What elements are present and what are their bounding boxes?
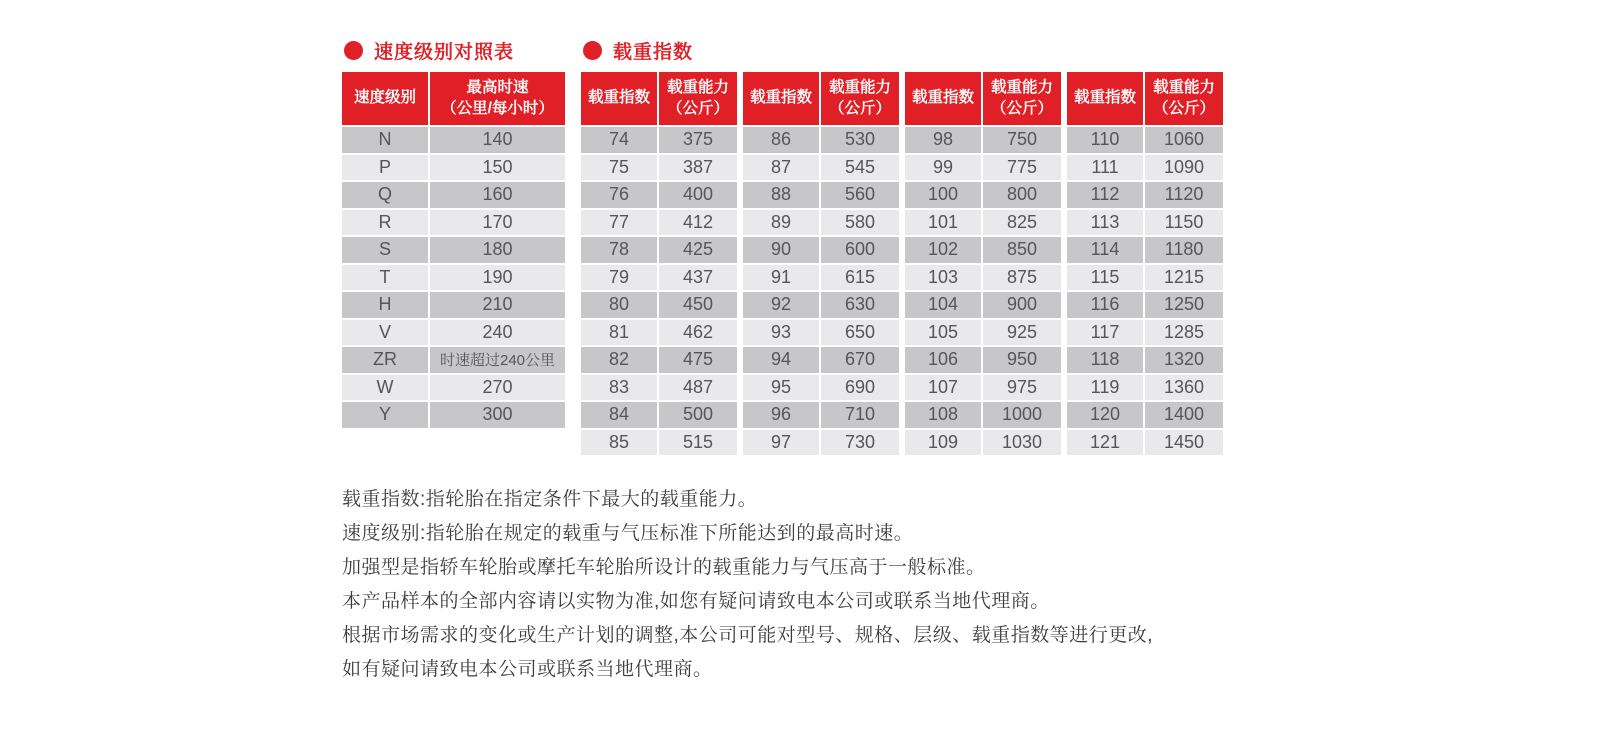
max-speed-cell: 270 [430, 375, 565, 401]
load-index-cell: 100 [905, 182, 981, 208]
load-capacity-cell: 487 [659, 375, 737, 401]
max-speed-header-line1: 最高时速 [466, 79, 529, 97]
load-capacity-cell: 500 [659, 402, 737, 428]
load-capacity-header-line: （公斤） [666, 99, 729, 117]
load-index-cell: 121 [1067, 430, 1143, 456]
load-index-cell: 91 [743, 265, 819, 291]
load-capacity-cell: 1060 [1145, 127, 1223, 153]
load-index-cell: 88 [743, 182, 819, 208]
speed-rating-cell: S [342, 237, 428, 263]
load-index-cell: 96 [743, 402, 819, 428]
max-speed-cell: 210 [430, 292, 565, 318]
load-capacity-column-header [983, 72, 1061, 125]
page-content [342, 38, 1223, 687]
max-speed-cell: 190 [430, 265, 565, 291]
load-capacity-cell: 400 [659, 182, 737, 208]
load-index-group [1067, 72, 1223, 455]
load-index-cell: 74 [581, 127, 657, 153]
load-index-cell: 77 [581, 210, 657, 236]
speed-rating-cell: H [342, 292, 428, 318]
load-index-cell: 82 [581, 347, 657, 373]
speed-rating-cell: W [342, 375, 428, 401]
red-bullet-icon [583, 41, 602, 60]
max-speed-cell: 300 [430, 402, 565, 428]
load-capacity-cell: 1120 [1145, 182, 1223, 208]
load-capacity-cell: 850 [983, 237, 1061, 263]
load-capacity-cell: 1150 [1145, 210, 1223, 236]
load-capacity-header-line: 载重能力 [666, 79, 729, 97]
load-index-cell: 89 [743, 210, 819, 236]
load-index-cell: 75 [581, 155, 657, 181]
note-line: 加强型是指轿车轮胎或摩托车轮胎所设计的载重能力与气压高于一般标准。 [342, 557, 986, 578]
load-index-cell: 85 [581, 430, 657, 456]
load-index-cell: 119 [1067, 375, 1143, 401]
load-capacity-cell: 1250 [1145, 292, 1223, 318]
load-capacity-cell: 730 [821, 430, 899, 456]
load-index-cell: 103 [905, 265, 981, 291]
load-index-cell: 106 [905, 347, 981, 373]
speed-section-title-text: 速度级别对照表 [374, 41, 515, 63]
load-index-cell: 120 [1067, 402, 1143, 428]
load-capacity-cell: 1450 [1145, 430, 1223, 456]
load-capacity-header-line: （公斤） [828, 99, 891, 117]
load-section-title [581, 38, 1223, 62]
load-capacity-cell: 925 [983, 320, 1061, 346]
load-index-cell: 104 [905, 292, 981, 318]
load-capacity-cell: 475 [659, 347, 737, 373]
load-index-cell: 99 [905, 155, 981, 181]
load-capacity-cell: 600 [821, 237, 899, 263]
load-index-cell: 115 [1067, 265, 1143, 291]
load-index-cell: 94 [743, 347, 819, 373]
load-capacity-cell: 825 [983, 210, 1061, 236]
load-index-cell: 101 [905, 210, 981, 236]
load-index-group [581, 72, 737, 455]
load-index-cell: 108 [905, 402, 981, 428]
speed-rating-cell: Q [342, 182, 428, 208]
load-index-cell: 118 [1067, 347, 1143, 373]
note-line: 速度级别:指轮胎在规定的载重与气压标准下所能达到的最高时速。 [342, 523, 914, 544]
load-capacity-cell: 560 [821, 182, 899, 208]
load-index-cell: 87 [743, 155, 819, 181]
load-capacity-cell: 412 [659, 210, 737, 236]
load-capacity-cell: 515 [659, 430, 737, 456]
load-capacity-cell: 690 [821, 375, 899, 401]
load-index-cell: 84 [581, 402, 657, 428]
load-capacity-cell: 1320 [1145, 347, 1223, 373]
load-index-cell: 105 [905, 320, 981, 346]
load-index-column-header: 载重指数 [743, 72, 819, 125]
load-capacity-cell: 630 [821, 292, 899, 318]
load-index-cell: 95 [743, 375, 819, 401]
load-index-cell: 76 [581, 182, 657, 208]
speed-rating-cell: Y [342, 402, 428, 428]
load-capacity-column-header [659, 72, 737, 125]
load-capacity-cell: 1360 [1145, 375, 1223, 401]
load-index-cell: 81 [581, 320, 657, 346]
load-capacity-cell: 580 [821, 210, 899, 236]
load-capacity-cell: 1215 [1145, 265, 1223, 291]
speed-rating-cell: N [342, 127, 428, 153]
load-capacity-cell: 950 [983, 347, 1061, 373]
load-capacity-cell: 530 [821, 127, 899, 153]
note-line: 根据市场需求的变化或生产计划的调整,本公司可能对型号、规格、层级、载重指数等进行更改, [342, 625, 1154, 646]
load-capacity-cell: 425 [659, 237, 737, 263]
load-index-cell: 116 [1067, 292, 1143, 318]
load-capacity-cell: 437 [659, 265, 737, 291]
load-index-cell: 80 [581, 292, 657, 318]
max-speed-cell: 240 [430, 320, 565, 346]
speed-rating-cell: V [342, 320, 428, 346]
load-capacity-cell: 670 [821, 347, 899, 373]
max-speed-cell: 时速超过240公里 [430, 347, 565, 373]
load-capacity-cell: 710 [821, 402, 899, 428]
load-index-cell: 111 [1067, 155, 1143, 181]
load-capacity-header-line: 载重能力 [828, 79, 891, 97]
load-capacity-cell: 800 [983, 182, 1061, 208]
load-capacity-column-header [821, 72, 899, 125]
load-index-cell: 78 [581, 237, 657, 263]
load-index-section [581, 38, 1223, 455]
load-index-cell: 114 [1067, 237, 1143, 263]
load-index-cell: 90 [743, 237, 819, 263]
load-capacity-cell: 545 [821, 155, 899, 181]
load-section-title-text: 载重指数 [613, 41, 694, 63]
note-line: 载重指数:指轮胎在指定条件下最大的载重能力。 [342, 489, 758, 510]
load-index-cell: 86 [743, 127, 819, 153]
load-index-cell: 79 [581, 265, 657, 291]
load-capacity-cell: 1180 [1145, 237, 1223, 263]
tables-row [342, 38, 1223, 455]
speed-rating-section [342, 38, 565, 428]
speed-rating-cell: R [342, 210, 428, 236]
load-capacity-cell: 615 [821, 265, 899, 291]
load-index-cell: 98 [905, 127, 981, 153]
max-speed-cell: 180 [430, 237, 565, 263]
load-index-cell: 83 [581, 375, 657, 401]
load-index-cell: 97 [743, 430, 819, 456]
load-capacity-cell: 650 [821, 320, 899, 346]
load-index-column-header: 载重指数 [1067, 72, 1143, 125]
load-index-column-header: 载重指数 [581, 72, 657, 125]
load-capacity-cell: 1400 [1145, 402, 1223, 428]
load-index-group [905, 72, 1061, 455]
load-index-cell: 92 [743, 292, 819, 318]
load-capacity-cell: 1030 [983, 430, 1061, 456]
red-bullet-icon [344, 41, 363, 60]
load-index-cell: 109 [905, 430, 981, 456]
load-index-cell: 117 [1067, 320, 1143, 346]
load-capacity-cell: 875 [983, 265, 1061, 291]
load-capacity-header-line: （公斤） [1152, 99, 1215, 117]
load-capacity-cell: 450 [659, 292, 737, 318]
load-capacity-header-line: （公斤） [990, 99, 1053, 117]
note-line: 本产品样本的全部内容请以实物为准,如您有疑问请致电本公司或联系当地代理商。 [342, 591, 1050, 612]
max-speed-cell: 140 [430, 127, 565, 153]
load-capacity-cell: 1285 [1145, 320, 1223, 346]
max-speed-header-line2: （公里/每小时） [441, 99, 554, 117]
load-index-cell: 93 [743, 320, 819, 346]
speed-rating-cell: ZR [342, 347, 428, 373]
load-capacity-cell: 750 [983, 127, 1061, 153]
load-index-cell: 102 [905, 237, 981, 263]
max-speed-column-header [430, 72, 565, 125]
speed-rating-column-header: 速度级别 [342, 72, 428, 125]
max-speed-cell: 150 [430, 155, 565, 181]
max-speed-cell: 170 [430, 210, 565, 236]
load-index-cell: 113 [1067, 210, 1143, 236]
load-capacity-header-line: 载重能力 [1152, 79, 1215, 97]
load-index-cell: 112 [1067, 182, 1143, 208]
load-index-table [581, 72, 1223, 455]
max-speed-cell: 160 [430, 182, 565, 208]
load-capacity-cell: 775 [983, 155, 1061, 181]
load-capacity-cell: 375 [659, 127, 737, 153]
speed-section-title [342, 38, 565, 62]
speed-rating-table [342, 72, 565, 428]
speed-rating-cell: T [342, 265, 428, 291]
speed-rating-cell: P [342, 155, 428, 181]
notes-block [342, 483, 1223, 687]
load-capacity-cell: 1000 [983, 402, 1061, 428]
load-index-group [743, 72, 899, 455]
load-capacity-cell: 975 [983, 375, 1061, 401]
load-index-column-header: 载重指数 [905, 72, 981, 125]
load-capacity-column-header [1145, 72, 1223, 125]
load-capacity-cell: 462 [659, 320, 737, 346]
load-capacity-cell: 387 [659, 155, 737, 181]
load-capacity-cell: 1090 [1145, 155, 1223, 181]
load-index-cell: 110 [1067, 127, 1143, 153]
note-line: 如有疑问请致电本公司或联系当地代理商。 [342, 659, 713, 680]
load-index-cell: 107 [905, 375, 981, 401]
load-capacity-header-line: 载重能力 [990, 79, 1053, 97]
load-capacity-cell: 900 [983, 292, 1061, 318]
